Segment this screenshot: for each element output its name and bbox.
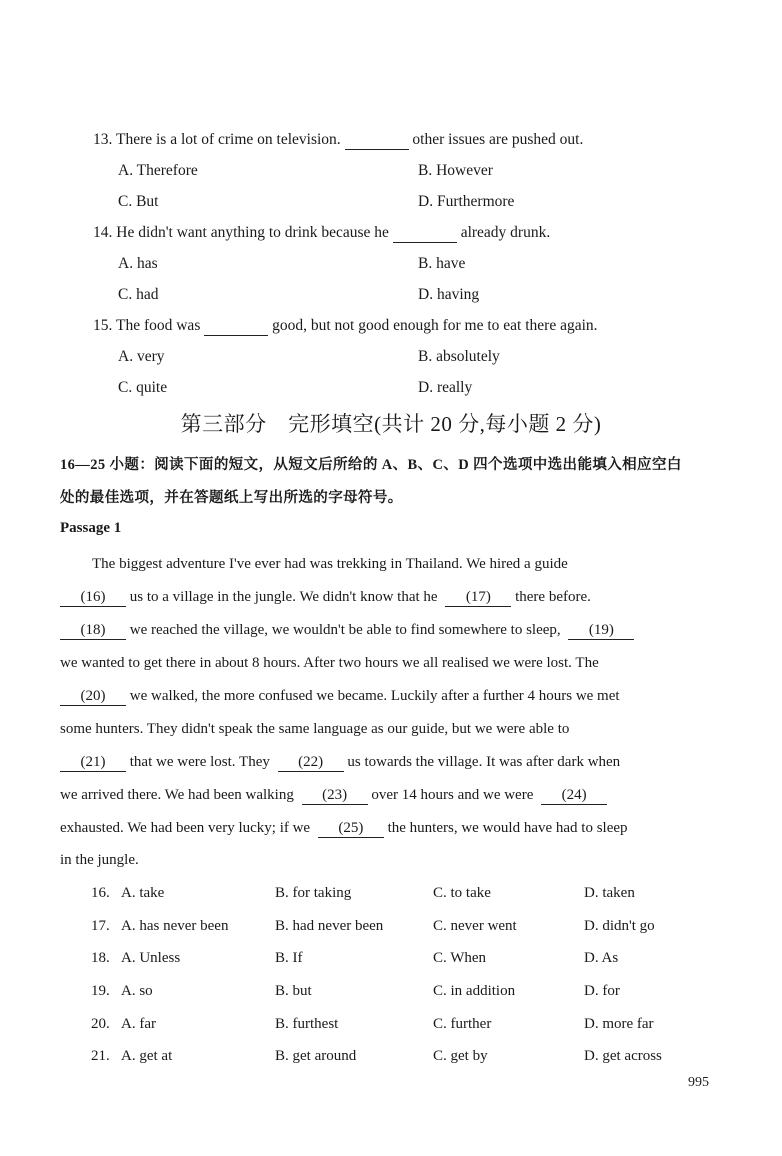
answer-blank bbox=[393, 224, 457, 243]
cloze-blank-23: (23) bbox=[302, 787, 368, 805]
choice-option: 16. bbox=[91, 885, 110, 901]
option-c: C. quite bbox=[118, 379, 168, 396]
passage-line: (20) we walked, the more confused we became. Luckily after a further 4 hours we met bbox=[60, 688, 726, 706]
choice-option: C. never went bbox=[433, 918, 517, 934]
option-b: B. have bbox=[418, 255, 466, 272]
cloze-blank-25: (25) bbox=[318, 820, 384, 838]
cloze-blank-20: (20) bbox=[60, 688, 126, 706]
choice-option: B. furthest bbox=[275, 1016, 339, 1032]
choice-option: D. get across bbox=[584, 1048, 662, 1064]
choice-option: B. get around bbox=[275, 1048, 357, 1064]
option-a: A. very bbox=[118, 348, 165, 365]
choice-option: C. When bbox=[433, 950, 487, 966]
choice-option: C. get by bbox=[433, 1048, 488, 1064]
option-c: C. had bbox=[118, 286, 159, 303]
question-stem: There is a lot of crime on television. bbox=[115, 131, 341, 148]
cloze-blank-22: (22) bbox=[278, 754, 344, 772]
choice-option: 19. bbox=[91, 983, 110, 999]
question-stem: other issues are pushed out. bbox=[412, 131, 584, 148]
choice-option: A. Unless bbox=[121, 950, 181, 966]
passage-line: we wanted to get there in about 8 hours. After two hours we all realised we were lost. The bbox=[60, 655, 599, 671]
choice-option: A. get at bbox=[121, 1048, 173, 1064]
question-14 bbox=[93, 224, 550, 243]
answer-blank bbox=[345, 131, 409, 150]
cloze-blank-19: (19) bbox=[568, 622, 634, 640]
passage-line: The biggest adventure I've ever had was trekking in Thailand. We hired a guide bbox=[92, 556, 568, 572]
choice-option: D. taken bbox=[584, 885, 635, 901]
section-instruction: 处的最佳选项，并在答题纸上写出所选的字母符号。 bbox=[60, 490, 403, 506]
cloze-blank-16: (16) bbox=[60, 589, 126, 607]
question-stem: good, but not good enough for me to eat there again. bbox=[272, 317, 598, 334]
choice-option: B. for taking bbox=[275, 885, 352, 901]
passage-line: exhausted. We had been very lucky; if we (25) the hunters, we would have had to sleep bbox=[60, 820, 628, 836]
choice-option: D. more far bbox=[584, 1016, 654, 1032]
section-instruction: 16—25 小题：阅读下面的短文，从短文后所给的 A、B、C、D 四个选项中选出能填入相应空白 bbox=[60, 457, 682, 473]
passage-line: some hunters. They didn't speak the same language as our guide, but we were able to bbox=[60, 721, 570, 737]
choice-option: 21. bbox=[91, 1048, 110, 1064]
choice-option: A. has never been bbox=[121, 918, 229, 934]
question-number: 14. bbox=[93, 224, 113, 241]
option-a: A. Therefore bbox=[118, 162, 198, 179]
choice-option: B. but bbox=[275, 983, 312, 999]
option-b: B. However bbox=[418, 162, 493, 179]
answer-blank bbox=[204, 317, 268, 336]
passage-line: in the jungle. bbox=[60, 852, 139, 868]
question-15 bbox=[93, 317, 598, 336]
cloze-blank-18: (18) bbox=[60, 622, 126, 640]
choice-option: C. in addition bbox=[433, 983, 516, 999]
choice-option: B. had never been bbox=[275, 918, 384, 934]
question-stem: The food was bbox=[115, 317, 201, 334]
passage-line: (18) we reached the village, we wouldn't be able to find somewhere to sleep, (19) bbox=[60, 622, 726, 640]
choice-option: D. for bbox=[584, 983, 620, 999]
choice-option: A. take bbox=[121, 885, 165, 901]
section-title: 第三部分 完形填空(共计 20 分,每小题 2 分) bbox=[180, 412, 602, 436]
question-number: 13. bbox=[93, 131, 113, 148]
option-b: B. absolutely bbox=[418, 348, 500, 365]
option-a: A. has bbox=[118, 255, 158, 272]
choice-option: 18. bbox=[91, 950, 110, 966]
passage-line: (21) that we were lost. They (22) us towards the village. It was after dark when bbox=[60, 754, 726, 772]
passage-label: Passage 1 bbox=[60, 520, 122, 536]
question-13 bbox=[93, 131, 583, 150]
option-c: C. But bbox=[118, 193, 159, 210]
question-stem: already drunk. bbox=[460, 224, 551, 241]
choice-option: C. to take bbox=[433, 885, 491, 901]
choice-option: A. so bbox=[121, 983, 153, 999]
choice-option: A. far bbox=[121, 1016, 156, 1032]
choice-option: B. If bbox=[275, 950, 303, 966]
page-number: 995 bbox=[688, 1075, 709, 1090]
question-stem: He didn't want anything to drink because he bbox=[116, 224, 389, 241]
cloze-blank-17: (17) bbox=[445, 589, 511, 607]
passage-line: (16) us to a village in the jungle. We didn't know that he (17) there before. bbox=[60, 589, 726, 607]
question-number: 15. bbox=[93, 317, 113, 334]
option-d: D. having bbox=[418, 286, 480, 303]
cloze-blank-21: (21) bbox=[60, 754, 126, 772]
cloze-blank-24: (24) bbox=[541, 787, 607, 805]
choice-option: 20. bbox=[91, 1016, 110, 1032]
option-d: D. Furthermore bbox=[418, 193, 515, 210]
choice-option: C. further bbox=[433, 1016, 492, 1032]
passage-line: we arrived there. We had been walking (23) over 14 hours and we were (24) bbox=[60, 787, 726, 805]
choice-option: D. didn't go bbox=[584, 918, 655, 934]
choice-option: 17. bbox=[91, 918, 110, 934]
option-d: D. really bbox=[418, 379, 473, 396]
choice-option: D. As bbox=[584, 950, 619, 966]
